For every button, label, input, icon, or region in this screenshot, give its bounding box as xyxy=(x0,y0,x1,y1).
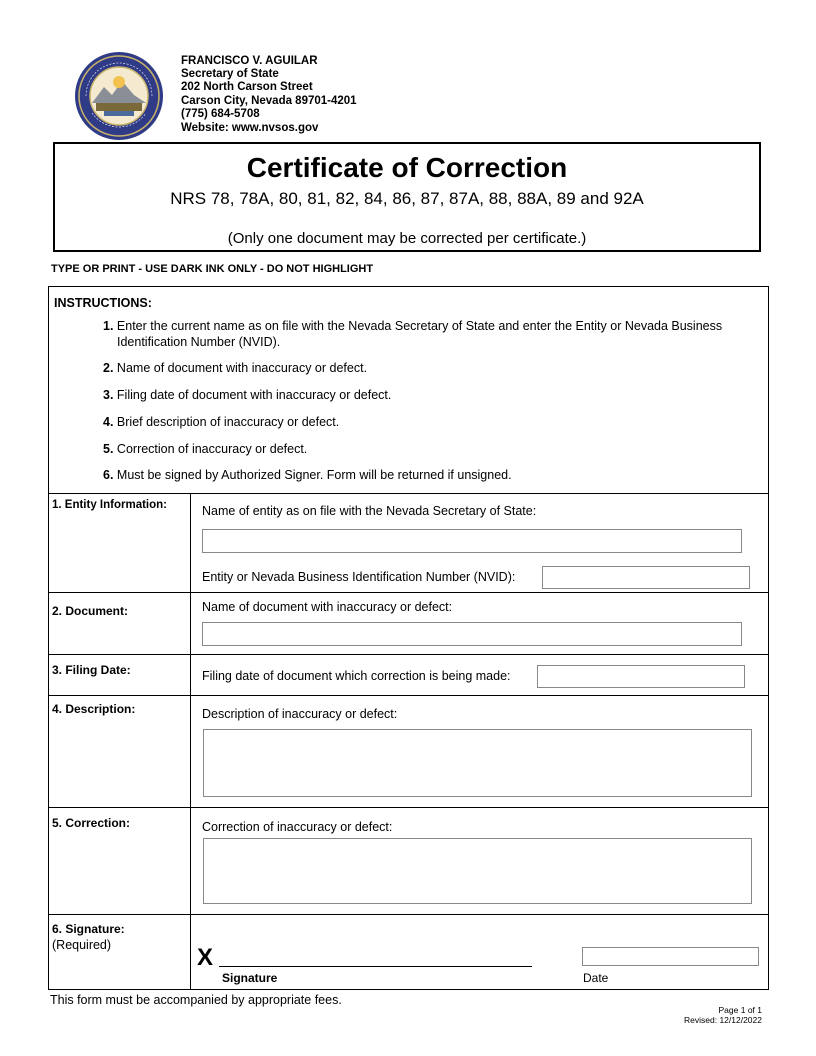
signature-label: 6. Signature: xyxy=(52,922,125,936)
entity-information-label: 1. Entity Information: xyxy=(52,499,167,511)
document-name-label: Name of document with inaccuracy or defect: xyxy=(202,600,453,614)
instruction-text: Filing date of document with inaccuracy or defect. xyxy=(116,388,392,402)
instruction-text: Correction of inaccuracy or defect. xyxy=(116,442,308,456)
instruction-text: Brief description of inaccuracy or defect. xyxy=(116,415,340,429)
phone-number: (775) 684-5708 xyxy=(181,108,260,120)
divider xyxy=(48,807,769,808)
instruction-number: 2. xyxy=(103,361,114,375)
instruction-text: Name of document with inaccuracy or defect. xyxy=(116,361,368,375)
instruction-item xyxy=(103,319,767,350)
correction-textarea[interactable] xyxy=(203,838,752,904)
nvid-input[interactable] xyxy=(542,566,750,589)
document-name-input[interactable] xyxy=(202,622,742,646)
filing-date-input[interactable] xyxy=(537,665,745,688)
filing-date-label: 3. Filing Date: xyxy=(52,663,131,677)
instruction-number: 1. xyxy=(103,319,114,333)
instruction-number: 4. xyxy=(103,415,114,429)
instruction-number: 6. xyxy=(103,468,114,482)
entity-name-label: Name of entity as on file with the Nevada Secretary of State: xyxy=(202,504,537,518)
instruction-item xyxy=(103,442,767,458)
divider xyxy=(48,493,769,494)
nevada-state-seal xyxy=(74,51,164,141)
divider xyxy=(48,592,769,593)
instruction-text: Must be signed by Authorized Signer. Form will be returned if unsigned. xyxy=(116,468,512,482)
signature-required-note: (Required) xyxy=(52,938,112,952)
document-label: 2. Document: xyxy=(52,604,129,618)
instruction-number: 3. xyxy=(103,388,114,402)
revised-date: Revised: 12/12/2022 xyxy=(684,1015,762,1025)
date-caption: Date xyxy=(583,971,609,985)
filing-date-field-label: Filing date of document which correction is being made: xyxy=(202,669,511,683)
street-address: 202 North Carson Street xyxy=(181,81,313,93)
instructions-heading: INSTRUCTIONS: xyxy=(54,296,152,310)
statutes-line: NRS 78, 78A, 80, 81, 82, 84, 86, 87, 87A, 88, 88A, 89 and 92A xyxy=(170,189,644,208)
divider xyxy=(48,654,769,655)
website: Website: www.nvsos.gov xyxy=(181,122,319,134)
column-divider xyxy=(190,493,191,989)
instruction-item xyxy=(103,415,767,431)
page-number: Page 1 of 1 xyxy=(718,1005,762,1015)
description-label: 4. Description: xyxy=(52,702,136,716)
correction-field-label: Correction of inaccuracy or defect: xyxy=(202,820,393,834)
city-address: Carson City, Nevada 89701-4201 xyxy=(181,95,357,107)
fees-note: This form must be accompanied by appropriate fees. xyxy=(50,993,342,1007)
signature-x-mark: X xyxy=(197,944,214,971)
office-title: Secretary of State xyxy=(181,68,279,80)
official-name: FRANCISCO V. AGUILAR xyxy=(181,55,318,67)
description-textarea[interactable] xyxy=(203,729,752,797)
instruction-number: 5. xyxy=(103,442,114,456)
signature-line[interactable] xyxy=(219,966,532,967)
instruction-text: Enter the current name as on file with the Nevada Secretary of State and enter the Entity or Nevada Business Identification Number (NVID). xyxy=(116,319,723,349)
one-document-note: (Only one document may be corrected per certificate.) xyxy=(227,230,587,247)
instruction-item xyxy=(103,468,767,484)
page-title: Certificate of Correction xyxy=(246,152,568,183)
type-print-notice: TYPE OR PRINT - USE DARK INK ONLY - DO NOT HIGHLIGHT xyxy=(51,263,374,275)
correction-label: 5. Correction: xyxy=(52,816,131,830)
title-box xyxy=(53,142,761,252)
description-field-label: Description of inaccuracy or defect: xyxy=(202,707,398,721)
instruction-item xyxy=(103,388,767,404)
instruction-item xyxy=(103,361,767,377)
signature-caption: Signature xyxy=(222,971,278,985)
entity-name-input[interactable] xyxy=(202,529,742,553)
signature-date-input[interactable] xyxy=(582,947,759,966)
nvid-label: Entity or Nevada Business Identification Number (NVID): xyxy=(202,570,516,584)
divider xyxy=(48,695,769,696)
divider xyxy=(48,914,769,915)
